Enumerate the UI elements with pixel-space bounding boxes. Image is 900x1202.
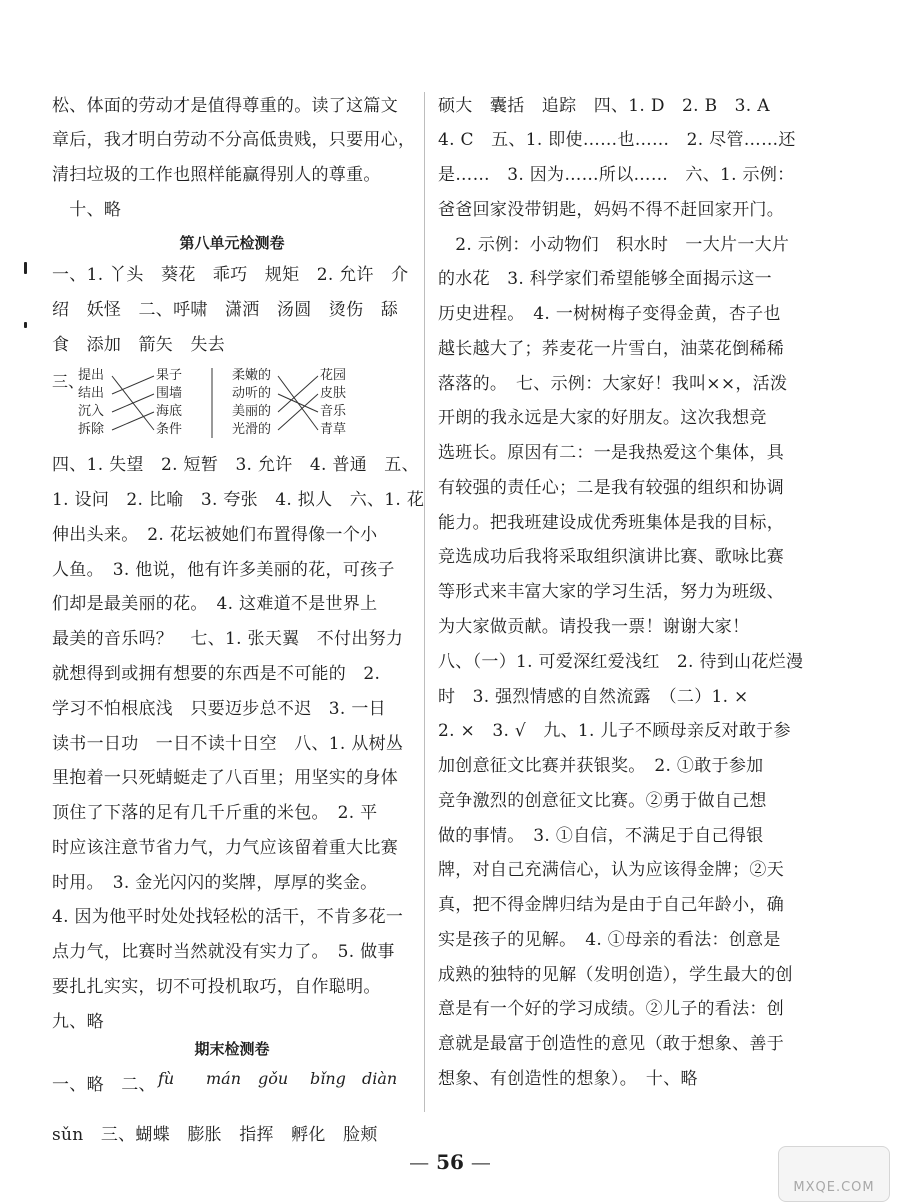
answer-line: 选班长。原因有二：一是我热爱这个集体，具 bbox=[438, 443, 784, 463]
match-word: 结出 bbox=[78, 386, 105, 401]
answer-line: 有较强的责任心；二是我有较强的组织和协调 bbox=[438, 478, 784, 498]
answer-line: 顶住了下落的足有几千斤重的米包。 2. 平 bbox=[52, 803, 378, 823]
answer-line: 点力气，比赛时当然就没有实力了。 5. 做事 bbox=[52, 942, 395, 962]
answer-line: 章后，我才明白劳动不分高低贵贱，只要用心， bbox=[52, 130, 416, 150]
page-dash-right: — bbox=[470, 1150, 491, 1174]
answer-line: 们却是最美丽的花。 4. 这难道不是世界上 bbox=[52, 594, 378, 614]
answer-line: 2. 示例：小动物们 积水时 一大片一大片 bbox=[438, 235, 790, 255]
match-word: 光滑的 bbox=[232, 422, 272, 437]
answer-line: 时 3. 强烈情感的自然流露 （二）1. × bbox=[438, 687, 749, 707]
match-word: 动听的 bbox=[232, 386, 272, 401]
answer-line: 食 添加 箭矢 失去 bbox=[52, 335, 225, 355]
pinyin-item: gǒu bbox=[258, 1069, 289, 1088]
answer-line: 一、1. 丫头 葵花 乖巧 规矩 2. 允许 介 bbox=[52, 265, 409, 285]
match-word: 沉入 bbox=[78, 404, 105, 419]
match-word: 花园 bbox=[320, 368, 347, 383]
answer-line: 就想得到或拥有想要的东西是不可能的 2. bbox=[52, 664, 381, 684]
answer-line: 读书一日功 一日不读十日空 八、1. 从树丛 bbox=[52, 734, 404, 754]
answer-line: 硕大 囊括 追踪 四、1. D 2. B 3. A bbox=[438, 96, 770, 116]
match-word: 果子 bbox=[156, 368, 183, 383]
matching-exercise bbox=[52, 366, 412, 442]
answer-line: 落落的。 七、示例：大家好！我叫××，活泼 bbox=[438, 374, 788, 394]
answer-line: 爸爸回家没带钥匙，妈妈不得不赶回家开门。 bbox=[438, 200, 784, 220]
answer-line: 加创意征文比赛并获银奖。 2. ①敢于参加 bbox=[438, 756, 764, 776]
answer-line: 越长越大了；荞麦花一片雪白，油菜花倒稀稀 bbox=[438, 339, 784, 359]
answer-line: 4. C 五、1. 即使……也…… 2. 尽管……还 bbox=[438, 130, 796, 150]
answer-line: 最美的音乐吗？ 七、1. 张天翼 不付出努力 bbox=[52, 629, 404, 649]
answer-line: 历史进程。 4. 一树树梅子变得金黄，杏子也 bbox=[438, 304, 781, 324]
match-word: 提出 bbox=[78, 368, 105, 383]
answer-line: 是…… 3. 因为……所以…… 六、1. 示例： bbox=[438, 165, 795, 185]
answer-line: 意是有一个好的学习成绩。②儿子的看法：创 bbox=[438, 999, 784, 1019]
answer-line: 九、略 bbox=[52, 1012, 104, 1032]
answer-line: 想象、有创造性的想象）。 十、略 bbox=[438, 1069, 698, 1089]
pinyin-item: diàn bbox=[362, 1069, 398, 1088]
match-word: 音乐 bbox=[320, 404, 347, 419]
answer-line: 松、体面的劳动才是值得尊重的。读了这篇文 bbox=[52, 96, 398, 116]
answer-line: 竞选成功后我将采取组织演讲比赛、歌咏比赛 bbox=[438, 547, 784, 567]
watermark-text: MXQE.COM bbox=[793, 1180, 875, 1195]
margin-mark bbox=[24, 322, 27, 328]
answer-line: 竞争激烈的创意征文比赛。②勇于做自己想 bbox=[438, 791, 767, 811]
answer-line: 八、（一）1. 可爱深红爱浅红 2. 待到山花烂漫 bbox=[438, 652, 804, 672]
answer-line: 时应该注意节省力气，力气应该留着重大比赛 bbox=[52, 838, 398, 858]
match-word: 围墙 bbox=[156, 386, 183, 401]
match-word: 柔嫩的 bbox=[232, 368, 272, 383]
answer-line: 能力。把我班建设成优秀班集体是我的目标， bbox=[438, 513, 784, 533]
margin-mark bbox=[24, 262, 27, 274]
match-word: 条件 bbox=[156, 422, 183, 437]
answer-line: 学习不怕根底浅 只要迈步总不迟 3. 一日 bbox=[52, 699, 386, 719]
matching-lines bbox=[52, 366, 412, 442]
pinyin-row bbox=[52, 1068, 412, 1090]
match-word: 皮肤 bbox=[320, 386, 347, 401]
page-dash-left: — bbox=[409, 1150, 430, 1174]
answer-line: 人鱼。 3. 他说，他有许多美丽的花，可孩子 bbox=[52, 560, 395, 580]
section-heading-unit8: 第八单元检测卷 bbox=[179, 234, 285, 252]
answer-line: 里抱着一只死蜻蜓走了八百里；用坚实的身体 bbox=[52, 768, 398, 788]
answer-line: 4. 因为他平时处处找轻松的活干，不肯多花一 bbox=[52, 907, 404, 927]
answer-line: 做的事情。 3. ①自信，不满足于自己得银 bbox=[438, 826, 764, 846]
answer-line: 时用。 3. 金光闪闪的奖牌，厚厚的奖金。 bbox=[52, 873, 378, 893]
answer-line: 开朗的我永远是大家的好朋友。这次我想竞 bbox=[438, 408, 767, 428]
page-number-value: 56 bbox=[436, 1150, 464, 1174]
answer-line: sǔn 三、蝴蝶 膨胀 指挥 孵化 脸颊 bbox=[52, 1125, 378, 1145]
answer-line: 要扎扎实实，切不可投机取巧，自作聪明。 bbox=[52, 977, 381, 997]
match-word: 拆除 bbox=[78, 422, 105, 437]
column-divider bbox=[424, 92, 425, 1112]
matching-prefix: 三、 bbox=[52, 372, 85, 391]
answer-line: 成熟的独特的见解（发明创造），学生最大的创 bbox=[438, 965, 793, 985]
answer-line: 清扫垃圾的工作也照样能赢得别人的尊重。 bbox=[52, 165, 381, 185]
answer-line: 牌，对自己充满信心，认为应该得金牌；②天 bbox=[438, 860, 784, 880]
match-word: 美丽的 bbox=[232, 404, 272, 419]
answer-line: 伸出头来。 2. 花坛被她们布置得像一个小 bbox=[52, 525, 378, 545]
answer-line: 意就是最富于创造性的意见（敢于想象、善于 bbox=[438, 1034, 784, 1054]
pinyin-item: fù bbox=[158, 1069, 175, 1088]
watermark-logo bbox=[778, 1146, 890, 1202]
answer-line: 一、略 二、 bbox=[52, 1075, 156, 1095]
answer-line: 2. × 3. √ 九、1. 儿子不顾母亲反对敢于参 bbox=[438, 721, 791, 741]
answer-line: 1. 设问 2. 比喻 3. 夸张 4. 拟人 六、1. 花 bbox=[52, 490, 425, 510]
answer-line: 的水花 3. 科学家们希望能够全面揭示这一 bbox=[438, 269, 772, 289]
answer-line: 十、略 bbox=[52, 200, 122, 220]
pinyin-item: mán bbox=[206, 1069, 242, 1088]
answer-line: 等形式来丰富大家的学习生活，努力为班级、 bbox=[438, 582, 784, 602]
answer-line: 四、1. 失望 2. 短暂 3. 允许 4. 普通 五、 bbox=[52, 455, 419, 475]
answer-line: 真，把不得金牌归结为是由于自己年龄小，确 bbox=[438, 895, 784, 915]
pinyin-item: bǐng bbox=[310, 1069, 346, 1088]
answer-line: 实是孩子的见解。 4. ①母亲的看法：创意是 bbox=[438, 930, 781, 950]
match-word: 青草 bbox=[320, 422, 347, 437]
match-word: 海底 bbox=[156, 404, 183, 419]
answer-line: 绍 妖怪 二、呼啸 潇洒 汤圆 烫伤 舔 bbox=[52, 300, 398, 320]
answer-line: 为大家做贡献。请投我一票！谢谢大家！ bbox=[438, 617, 750, 637]
page-number bbox=[380, 1150, 520, 1174]
section-heading-final: 期末检测卷 bbox=[194, 1040, 270, 1058]
